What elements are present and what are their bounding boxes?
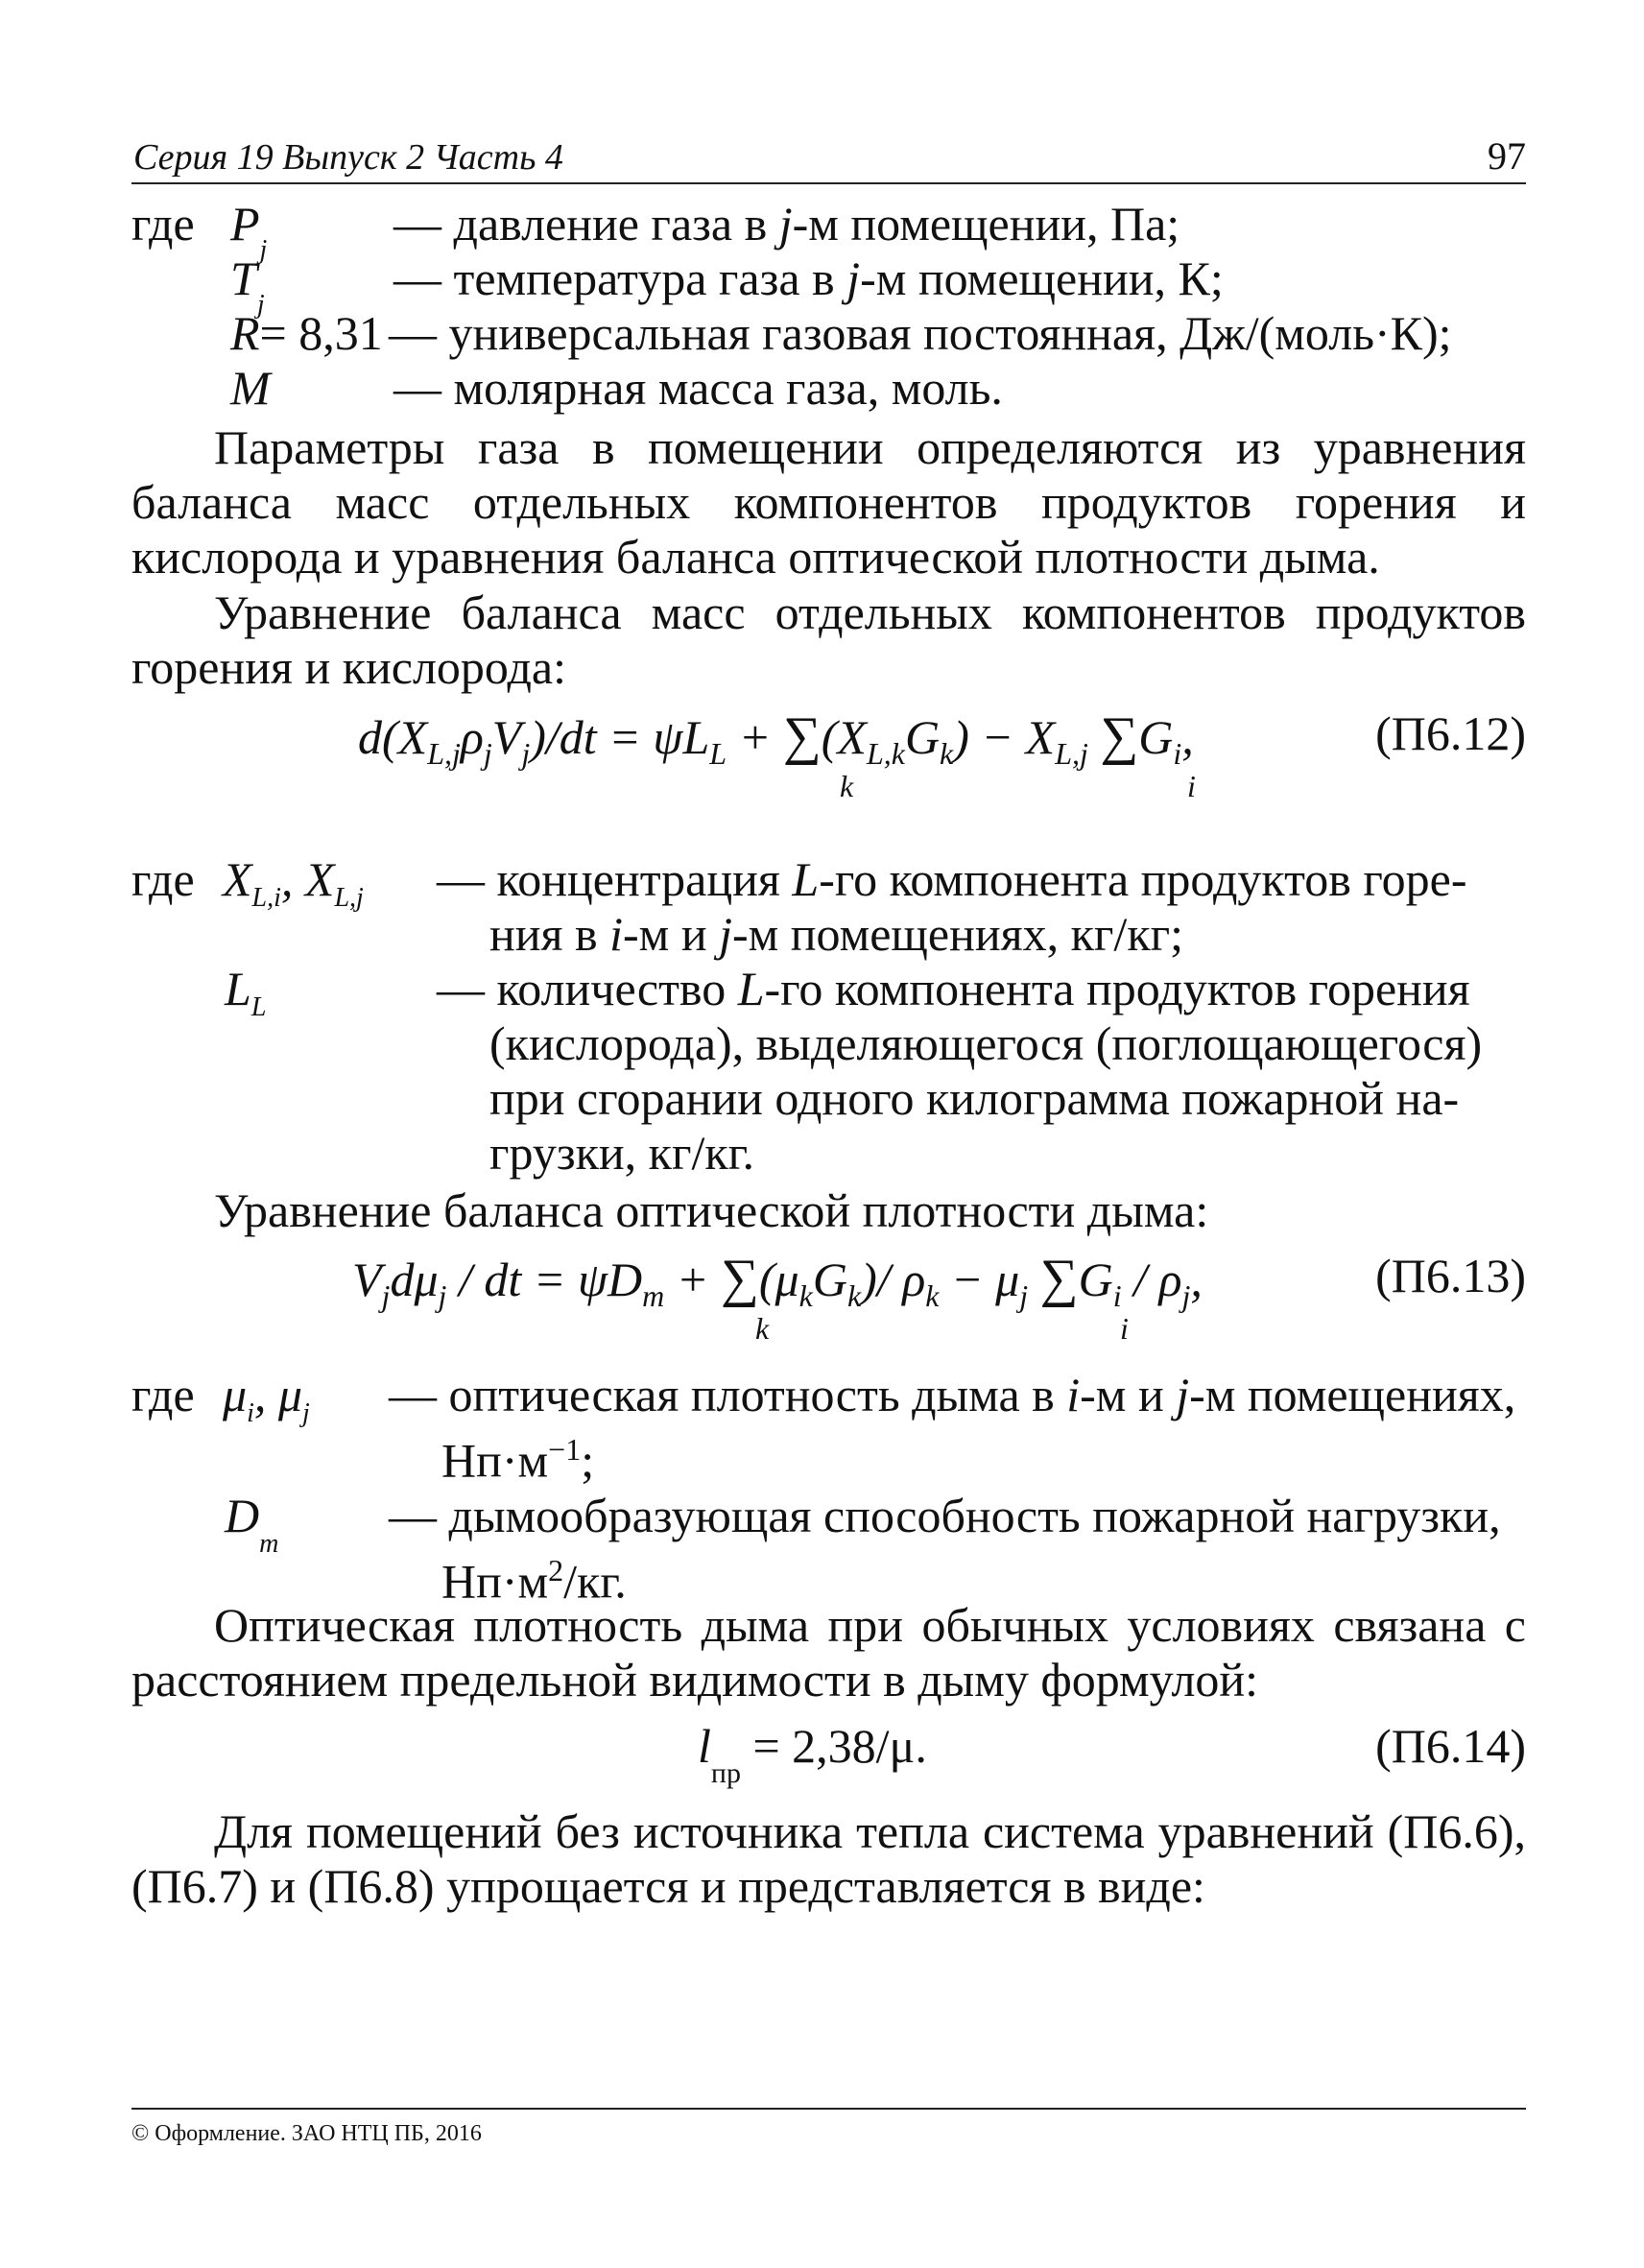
def-desc-temperature: — температура газа в j-м помещении, К; [393, 251, 1224, 305]
page-number: 97 [1488, 134, 1526, 178]
paragraph-mass-balance-intro: Уравнение баланса масс отдельных компонентов продуктов горения и кислорода: [131, 585, 1526, 694]
sum-index-i: i [1120, 1311, 1129, 1346]
series-title: Серия 19 Выпуск 2 Часть 4 [133, 137, 563, 178]
formula-p6-12 [131, 705, 1526, 801]
where-word: где [131, 197, 195, 251]
formula-p6-13-expression: $V_jd\mu_j$ / dt = $\psi D_m + \sum(\mu_kG_k)/$ $\rho_k - \mu_j$ $\sum G_i / \rho_j$, [352, 1249, 1203, 1313]
paragraph-optical-density-intro: Уравнение баланса оптической плотности дыма: [214, 1183, 1209, 1237]
definitions-optical [131, 1368, 1526, 1609]
def-row-quantity [131, 962, 1526, 1181]
formula-p6-14-tag: (П6.14) [1375, 1719, 1526, 1773]
def-row-temperature [131, 251, 1526, 320]
def-row-concentration [131, 852, 1526, 962]
def-desc-smoke-capacity: — дымообразующая способность пожарной нагрузки, $Нп\cdot м^2/кг$. [389, 1488, 1501, 1609]
definitions-mass-balance [131, 852, 1526, 1181]
formula-p6-12-tag: (П6.12) [1375, 706, 1526, 760]
symbol-X: $X_{L,i}$, $X_{L,j}$ [223, 852, 364, 913]
footer-copyright: © Оформление. ЗАО НТЦ ПБ, 2016 [131, 2121, 482, 2146]
running-header [131, 132, 1526, 184]
symbol-R: R= 8,31 [230, 306, 383, 360]
paragraph-gas-parameters: Параметры газа в помещении определяются из уравнения баланса масс отдельных компонентов продуктов горения и кислорода и уравнения баланса оптической плотности дыма. [131, 420, 1526, 584]
symbol-L: $L_L$ [225, 962, 267, 1022]
paragraph-no-heat-source: Для помещений без источника тепла система уравнений (П6.6), (П6.7) и (П6.8) упрощается и представляется в виде: [131, 1804, 1526, 1913]
def-desc-optical-density: — оптическая плотность дыма в i-м и j-м помещениях, $Нп\cdot м^{-1}$; [389, 1368, 1516, 1488]
symbol-P: $P_j$ [230, 197, 268, 265]
formula-p6-14-expression: $l_{пр} = 2,38/\mu$. [698, 1719, 927, 1789]
def-row-molar-mass [131, 361, 1526, 416]
sum-index-k: k [755, 1311, 770, 1346]
paragraph-visibility: Оптическая плотность дыма при обычных условиях связана с расстоянием предельной видимости в дыму формулой: [131, 1598, 1526, 1707]
formula-p6-13-tag: (П6.13) [1375, 1249, 1526, 1302]
def-desc-pressure: — давление газа в j-м помещении, Па; [393, 197, 1180, 251]
symbol-mu: $\mu_i$, $\mu_j$ [223, 1368, 310, 1428]
def-row-pressure [131, 197, 1526, 265]
definitions-gas-parameters [131, 197, 1526, 416]
symbol-M: M [230, 361, 271, 415]
where-word: где [131, 852, 195, 906]
where-word: где [131, 1368, 195, 1421]
symbol-D: $D_m$ [225, 1488, 279, 1559]
def-desc-molar-mass: — молярная масса газа, моль. [393, 361, 1003, 415]
sum-index-i: i [1187, 769, 1196, 803]
def-row-gas-constant [131, 306, 1526, 361]
symbol-T: $T_j$ [230, 251, 265, 320]
sum-index-k: k [840, 769, 854, 803]
formula-p6-13 [131, 1248, 1526, 1344]
formula-p6-14 [131, 1718, 1526, 1814]
def-row-smoke-capacity [131, 1489, 1526, 1610]
formula-p6-12-expression: $d(X_{L,j}\rho_jV_j)/dt = \psi L_L + \sum(X_{L,k}G_k) - X_{L,j}$ $\sum G_i$, [358, 706, 1194, 771]
footer-rule [131, 2108, 1526, 2110]
def-row-optical-density [131, 1368, 1526, 1489]
def-desc-quantity: — количество L-го компонента продуктов горения (кислорода), выделяющегося (поглощающегося) при сгорании одного килограмма пожарной на- грузки, кг/кг. [437, 962, 1483, 1180]
def-desc-gas-constant: — универсальная газовая постоянная, Дж/(моль·К); [389, 306, 1452, 360]
def-desc-concentration: — концентрация L-го компонента продуктов горе- ния в i-м и j-м помещениях, кг/кг; [437, 852, 1467, 961]
